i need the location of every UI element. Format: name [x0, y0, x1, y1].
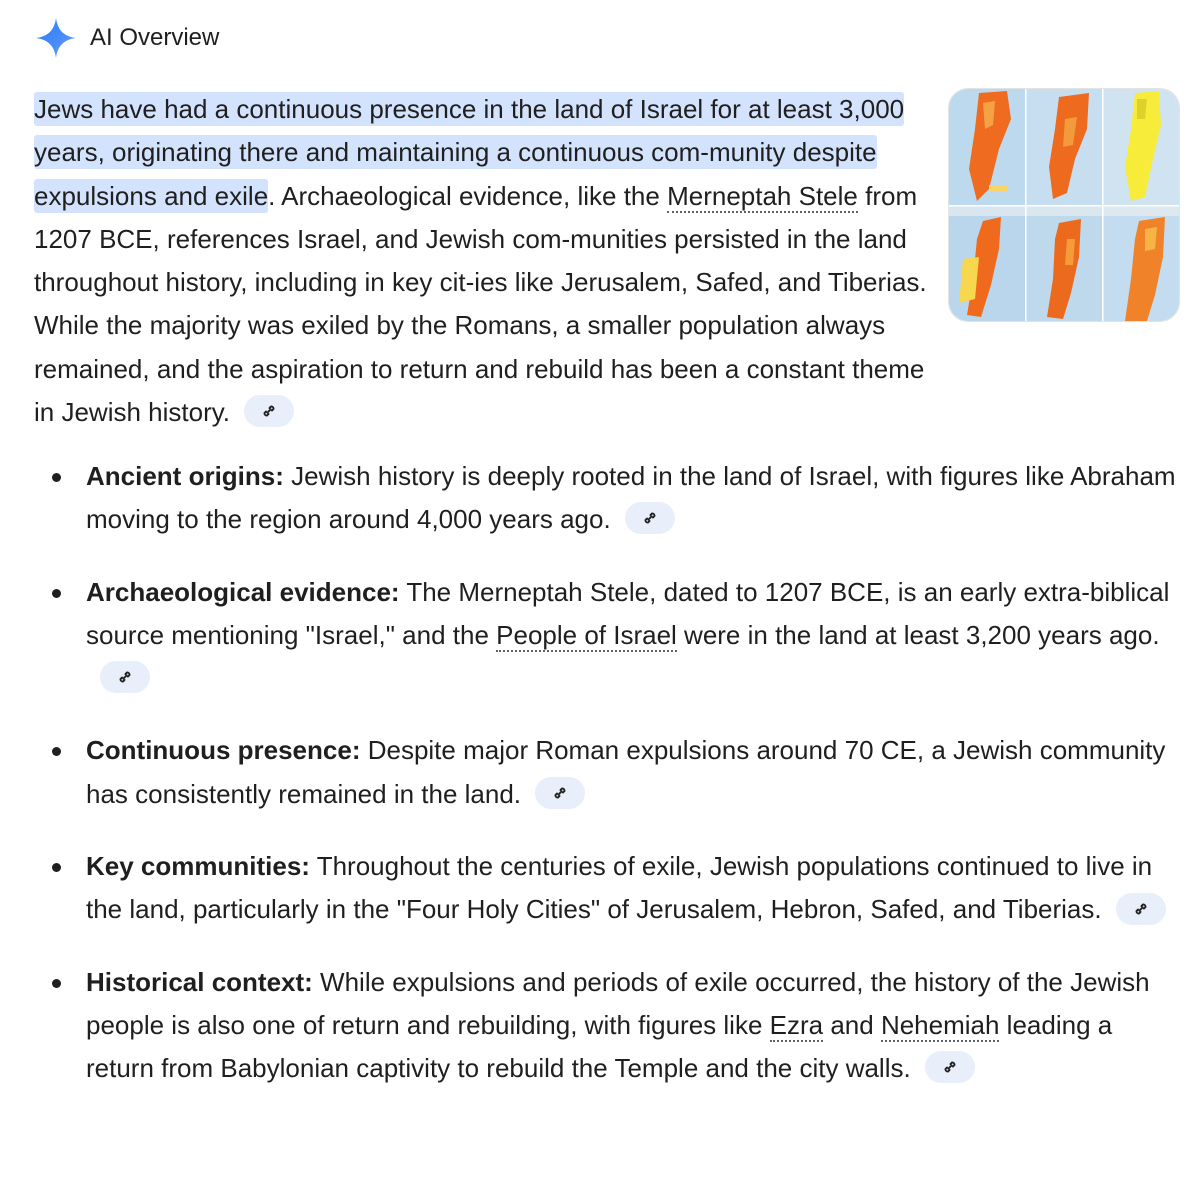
list-item: [0, 729, 1200, 816]
intro-text: . Archaeological evidence, like the: [268, 180, 668, 211]
link-icon: [640, 508, 660, 528]
bullet-text-cont: and: [823, 1009, 881, 1040]
bullet-term: Archaeological evidence:: [86, 576, 400, 607]
link-icon: [1131, 899, 1151, 919]
ai-overview-title: AI Overview: [90, 24, 220, 51]
ezra-link[interactable]: Ezra: [769, 1009, 824, 1040]
link-icon: [259, 401, 279, 421]
source-link-chip[interactable]: [1116, 893, 1166, 925]
intro-text-cont: from 1207 BCE, references Israel, and Jewish com-munities persisted in the land throughout history, including in key cit-ies like Jerusalem, Safed, and Tiberias. While the majority was exiled by the Romans, a smaller population always remained, and the aspiration to return and rebuild has been a constant theme in Jewish history.: [34, 180, 927, 428]
merneptah-stele-link[interactable]: Merneptah Stele: [667, 180, 858, 211]
bullet-text: Despite major Roman expulsions around 70 CE, a Jewish community has consistently remained in the land.: [86, 735, 1166, 809]
bullet-dot: [52, 589, 61, 598]
bullet-term: Continuous presence:: [86, 735, 361, 766]
bullet-text: Throughout the centuries of exile, Jewish populations continued to live in the land, particularly in the "Four Holy Cities" of Jerusalem, Hebron, Safed, and Tiberias.: [86, 851, 1153, 925]
bullet-text-end: leading a return from Babylonian captivity to rebuild the Temple and the city walls.: [86, 1009, 1113, 1084]
highlighted-answer: Jews have had a continuous presence in the land of Israel for at least 3,000 years, originating there and maintaining a continuous com-munity despite expulsions and exile: [34, 94, 905, 211]
bullet-term: Historical context:: [86, 966, 313, 997]
thumbnail-spacer: [938, 88, 1174, 348]
bullet-dot: [52, 863, 61, 872]
bullet-text: The Merneptah Stele, dated to 1207 BCE, is an early extra-biblical source mentioning "Israel," and the: [86, 576, 1170, 650]
bullet-term: Ancient origins:: [86, 461, 284, 491]
bullet-text-cont: were in the land at least 3,200 years ago.: [676, 619, 1160, 650]
source-link-chip[interactable]: [925, 1051, 975, 1083]
link-icon: [115, 667, 135, 687]
list-item: [0, 961, 1200, 1091]
overview-paragraph: [34, 88, 1174, 434]
bullet-text: While expulsions and periods of exile occurred, the history of the Jewish people is also one of return and rebuilding, with figures like: [86, 966, 1150, 1040]
overview-bullet-list: [0, 455, 1200, 1091]
ai-overview-header: [34, 18, 219, 58]
link-icon: [550, 783, 570, 803]
bullet-dot: [52, 747, 61, 756]
bullet-dot: [52, 473, 61, 482]
link-icon: [940, 1057, 960, 1077]
bullet-term: Key communities:: [86, 851, 310, 882]
source-link-chip[interactable]: [535, 777, 585, 809]
nehemiah-link[interactable]: Nehemiah: [880, 1009, 1000, 1040]
list-item: [0, 571, 1200, 701]
list-item: [0, 455, 1200, 542]
source-link-chip[interactable]: [100, 661, 150, 693]
bullet-dot: [52, 979, 61, 988]
bullet-text: Jewish history is deeply rooted in the land of Israel, with figures like Abraham moving to the region around 4,000 years ago.: [86, 461, 1176, 535]
people-of-israel-link[interactable]: People of Israel: [496, 619, 677, 650]
list-item: [0, 845, 1200, 932]
source-link-chip[interactable]: [244, 395, 294, 427]
sparkle-icon: [34, 16, 78, 60]
source-link-chip[interactable]: [625, 502, 675, 534]
